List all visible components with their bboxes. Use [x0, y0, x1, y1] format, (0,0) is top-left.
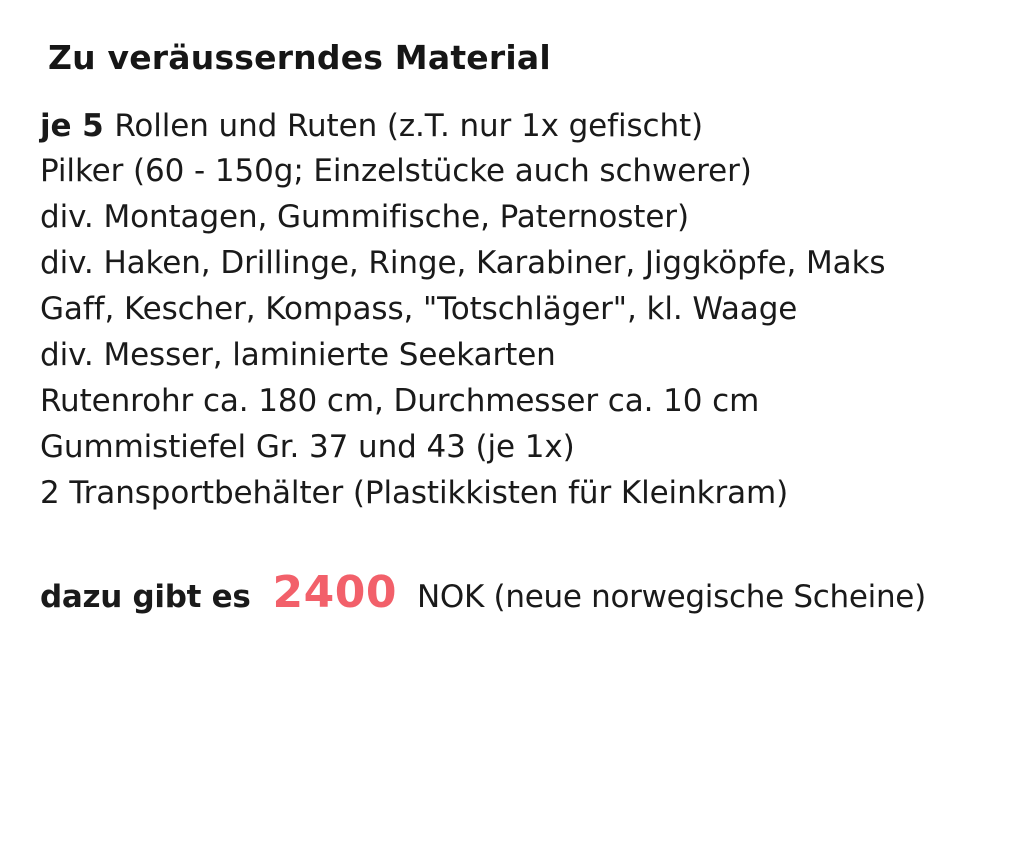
list-item-text: Rollen und Ruten (z.T. nur 1x gefischt) — [114, 107, 704, 144]
list-item — [40, 241, 1015, 287]
list-item — [40, 333, 1015, 379]
footer-suffix: NOK (neue norwegische Scheine) — [416, 579, 926, 616]
list-item-text: Rutenrohr ca. 180 cm, Durchmesser ca. 10 cm — [40, 382, 760, 419]
list-item — [40, 425, 1015, 471]
list-item-lead: je 5 — [40, 107, 115, 144]
list-item — [40, 104, 1015, 150]
list-item-text: div. Montagen, Gummifische, Paternoster) — [40, 199, 689, 236]
material-list — [40, 104, 1015, 517]
footer-note — [40, 564, 1015, 621]
list-item — [40, 287, 1015, 333]
page-title: Zu veräusserndes Material — [48, 38, 551, 77]
list-item-text: div. Haken, Drillinge, Ringe, Karabiner, Jiggköpfe, Maks — [40, 245, 886, 282]
amount-value: 2400 — [272, 567, 397, 619]
list-item-text: Pilker (60 - 150g; Einzelstücke auch schwerer) — [40, 153, 752, 190]
list-item — [40, 195, 1015, 241]
list-item — [40, 149, 1015, 195]
list-item — [40, 379, 1015, 425]
list-item — [40, 471, 1015, 517]
list-item-text: Gaff, Kescher, Kompass, "Totschläger", kl. Waage — [40, 291, 798, 328]
list-item-text: 2 Transportbehälter (Plastikkisten für Kleinkram) — [40, 474, 789, 511]
list-item-text: Gummistiefel Gr. 37 und 43 (je 1x) — [40, 428, 575, 465]
footer-prefix: dazu gibt es — [40, 579, 251, 616]
list-item-text: div. Messer, laminierte Seekarten — [40, 336, 556, 373]
